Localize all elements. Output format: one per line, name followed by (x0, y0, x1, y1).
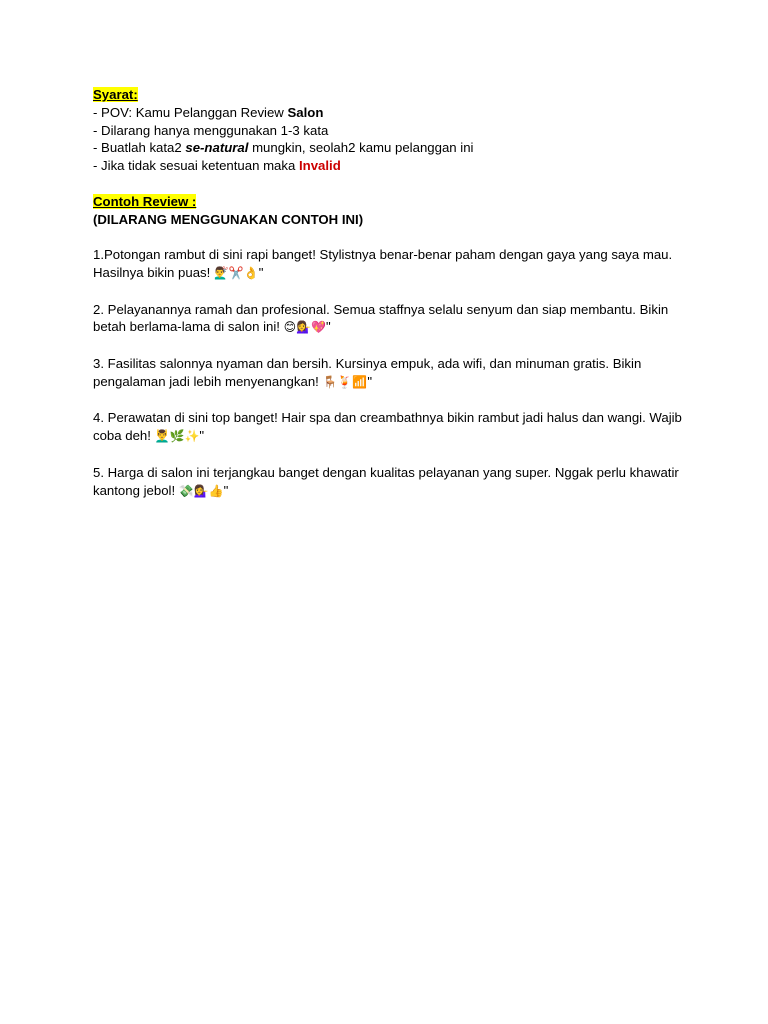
rule-3-prefix: - Buatlah kata2 (93, 140, 186, 156)
rule-2: - Dilarang hanya menggunakan 1-3 kata (93, 122, 329, 138)
review-2 (93, 301, 683, 338)
rule-3 (93, 139, 683, 157)
review-text: 2. Pelayanannya ramah dan profesional. Semua staffnya selalu senyum dan siap membantu. Bikin betah berlama-lama di salon ini! (93, 301, 669, 335)
rule-1 (93, 104, 683, 122)
spacer (93, 175, 683, 193)
syarat-heading-line (93, 86, 683, 104)
invalid-label: Invalid (298, 158, 341, 174)
rule-3-emphasis: se-natural (185, 140, 249, 156)
review-emoji: 💇‍♂️✂️👌 (213, 265, 259, 280)
review-quote: " (258, 264, 264, 280)
document-page (93, 86, 683, 500)
review-emoji: 💸💁‍♀️👍 (178, 483, 224, 498)
rule-3-suffix: mungkin, seolah2 kamu pelanggan ini (248, 140, 474, 156)
review-emoji: 💆‍♂️🌿✨ (154, 429, 200, 444)
review-quote: " (223, 482, 229, 498)
review-text: 4. Perawatan di sini top banget! Hair spa dan creambathnya bikin rambut jadi halus dan wangi. Wajib coba deh! (93, 410, 682, 444)
syarat-heading: Syarat: (93, 87, 138, 102)
review-emoji: 😊💁‍♀️💖 (283, 320, 326, 335)
review-quote: " (326, 319, 331, 335)
spacer (93, 228, 683, 246)
spacer (93, 446, 683, 464)
spacer (93, 392, 683, 410)
review-text: 1.Potongan rambut di sini rapi banget! Stylistnya benar-benar paham dengan gaya yang saya mau. Hasilnya bikin puas! (93, 247, 673, 280)
contoh-heading-line (93, 193, 683, 211)
review-3 (93, 355, 683, 392)
review-text: 5. Harga di salon ini terjangkau banget dengan kualitas pelayanan yang super. Nggak perlu khawatir kantong jebol! (93, 464, 679, 498)
review-1 (93, 246, 683, 283)
review-5 (93, 464, 683, 501)
review-quote: " (367, 373, 372, 389)
spacer (93, 337, 683, 355)
review-text: 3. Fasilitas salonnya nyaman dan bersih. Kursinya empuk, ada wifi, dan minuman gratis. Bikin pengalaman jadi lebih menyenangkan! (93, 355, 642, 389)
rule-4 (93, 157, 683, 175)
rule-4-prefix: - Jika tidak sesuai ketentuan maka (93, 158, 299, 174)
review-4 (93, 409, 683, 446)
spacer (93, 283, 683, 301)
contoh-heading: Contoh Review : (93, 193, 197, 209)
contoh-warning: (DILARANG MENGGUNAKAN CONTOH INI) (93, 211, 364, 227)
review-emoji: 🪑🍹📶 (322, 374, 368, 389)
review-quote: " (199, 428, 205, 444)
rule-1-bold: Salon (287, 104, 324, 120)
rule-1-text: - POV: Kamu Pelanggan Review (93, 104, 288, 120)
